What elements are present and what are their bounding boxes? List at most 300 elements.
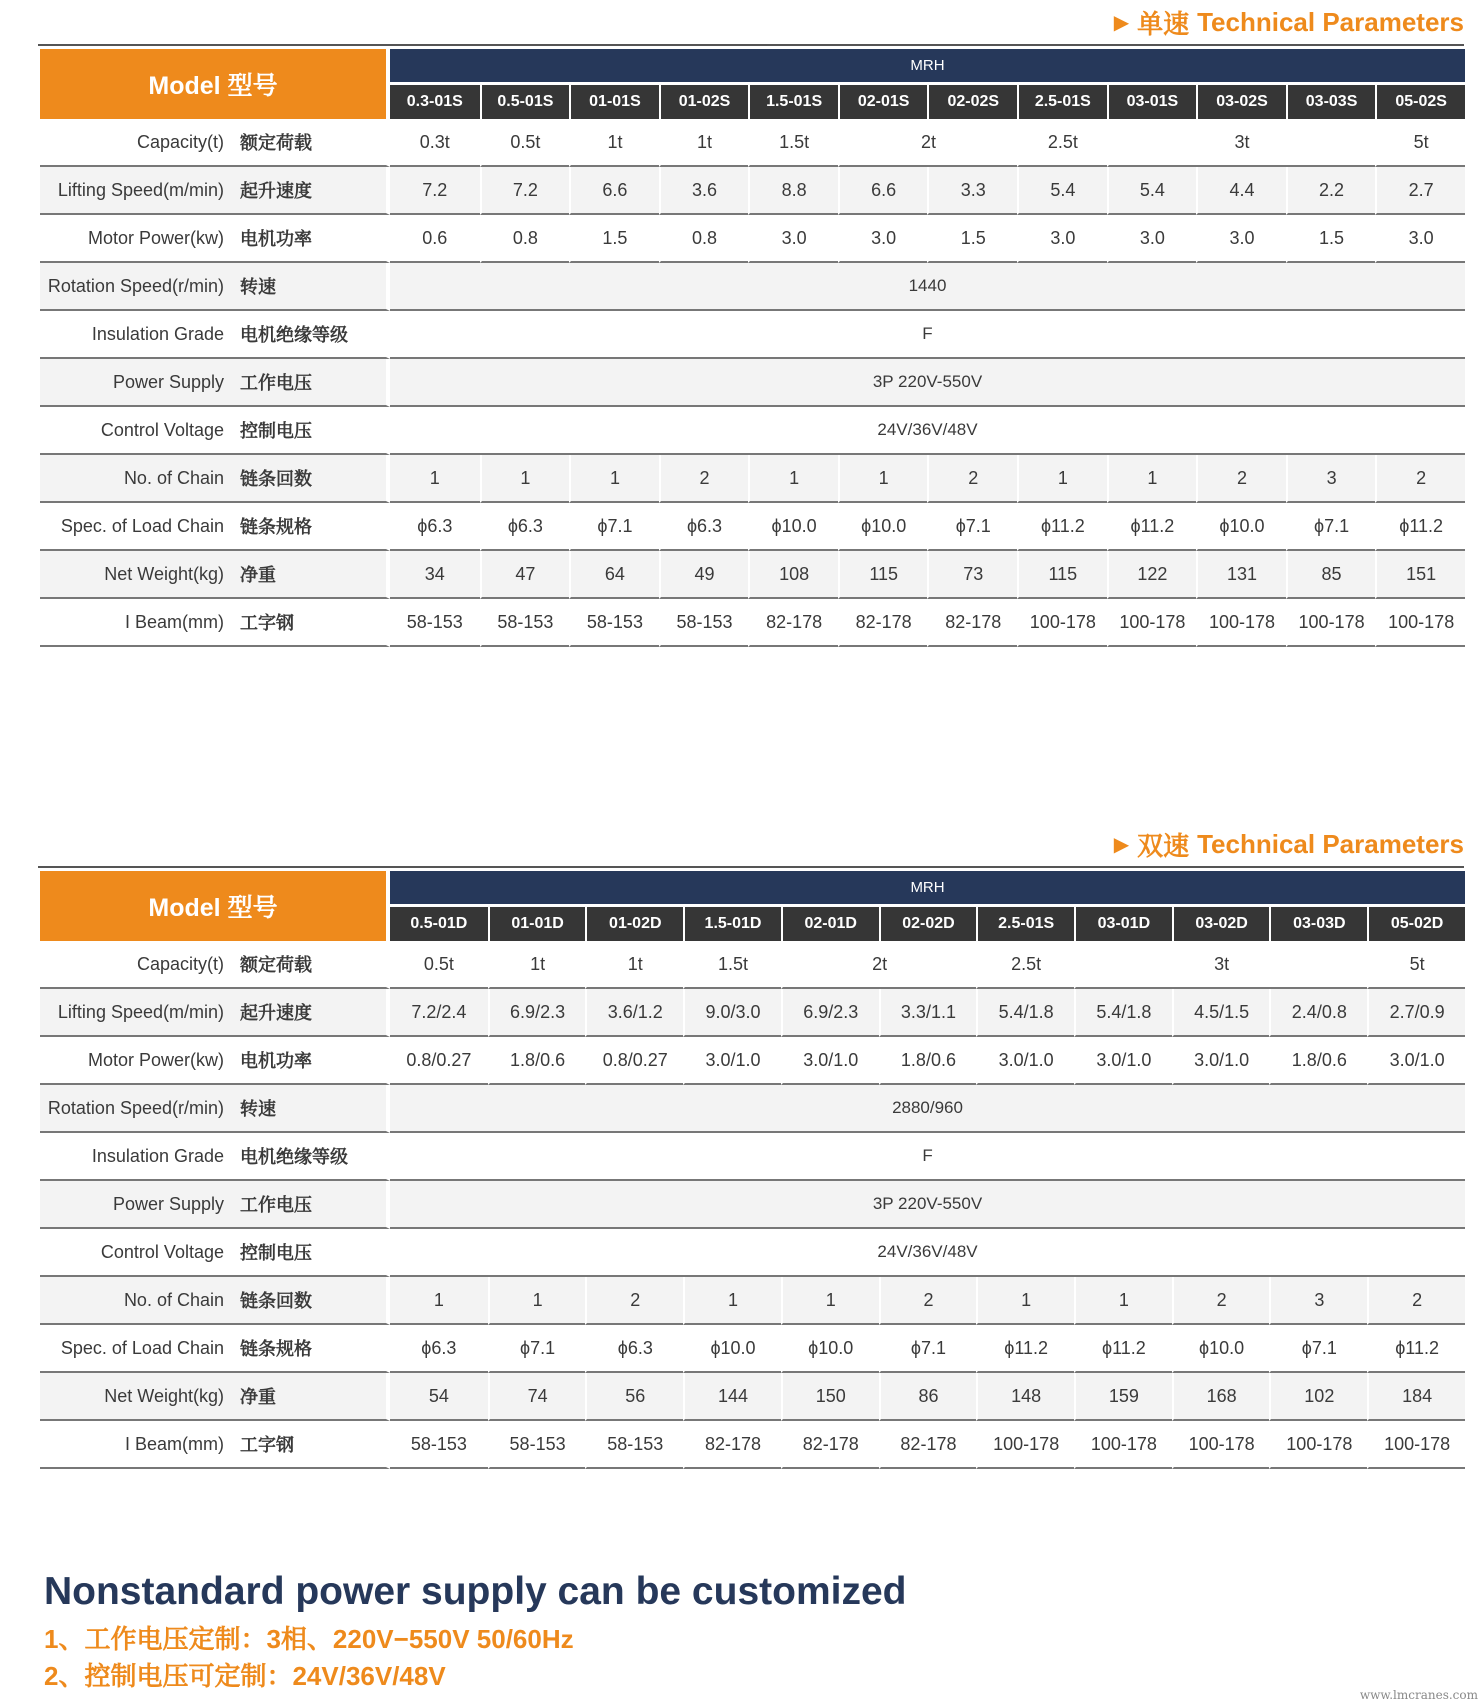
row-label-cn: 工字钢 bbox=[240, 613, 294, 633]
row-label bbox=[40, 1085, 390, 1133]
table-cell: 1.5t bbox=[683, 941, 781, 989]
table-cell: 151 bbox=[1375, 551, 1465, 599]
model-code: 01-02D bbox=[585, 907, 683, 941]
row-label-en: I Beam(mm) bbox=[125, 1433, 224, 1454]
row-label-cn: 链条规格 bbox=[240, 1339, 312, 1359]
row-label-en: Capacity(t) bbox=[136, 131, 224, 152]
table-cell: 1t bbox=[488, 941, 586, 989]
row-label-inner bbox=[40, 369, 386, 395]
table-cell: ϕ7.1 bbox=[1286, 503, 1376, 551]
row-label-cn: 控制电压 bbox=[240, 421, 312, 441]
table-cell: ϕ11.2 bbox=[1017, 503, 1107, 551]
footer-title: Nonstandard power supply can be customized bbox=[44, 1570, 907, 1613]
table-cell: 1 bbox=[683, 1277, 781, 1325]
table-cell: ϕ7.1 bbox=[879, 1325, 977, 1373]
table-cell: 6.9/2.3 bbox=[781, 989, 879, 1037]
row-label-cn: 工字钢 bbox=[240, 1435, 294, 1455]
model-code: 05-02D bbox=[1367, 907, 1465, 941]
row-label-cn: 工作电压 bbox=[240, 1195, 312, 1215]
table-cell: 100-178 bbox=[1367, 1421, 1465, 1469]
table-cell: 100-178 bbox=[1375, 599, 1465, 647]
table-cell: 7.2 bbox=[480, 167, 570, 215]
row-label bbox=[40, 407, 390, 455]
model-label: Model 型号 bbox=[40, 49, 390, 119]
row-label-inner bbox=[40, 1335, 386, 1361]
table-cell: 1.5t bbox=[748, 119, 838, 167]
table-cell: 3P 220V-550V bbox=[390, 359, 1465, 407]
table-cell: 100-178 bbox=[976, 1421, 1074, 1469]
row-label-cn: 链条回数 bbox=[240, 469, 312, 489]
table-cell: 64 bbox=[569, 551, 659, 599]
row-label-en: Spec. of Load Chain bbox=[60, 1337, 224, 1358]
row-power-supply bbox=[40, 1181, 1465, 1229]
row-label-cn: 额定荷载 bbox=[240, 955, 312, 975]
row-label-inner bbox=[40, 1143, 386, 1169]
model-code: 03-02D bbox=[1172, 907, 1270, 941]
table-cell: 58-153 bbox=[488, 1421, 586, 1469]
row-label bbox=[40, 263, 390, 311]
table-cell: ϕ10.0 bbox=[683, 1325, 781, 1373]
row-label bbox=[40, 1421, 390, 1469]
table-cell: 7.2/2.4 bbox=[390, 989, 488, 1037]
row-label-en: Insulation Grade bbox=[91, 1145, 224, 1166]
row-label-inner bbox=[40, 1191, 386, 1217]
section-title-dual-speed bbox=[1114, 826, 1464, 863]
table-cell: ϕ10.0 bbox=[1196, 503, 1286, 551]
table-cell: 2t bbox=[838, 119, 1017, 167]
table-cell: 2 bbox=[1375, 455, 1465, 503]
table-cell: F bbox=[390, 1133, 1465, 1181]
table-cell: 159 bbox=[1074, 1373, 1172, 1421]
row-label-inner bbox=[40, 465, 386, 491]
table-cell: 2 bbox=[659, 455, 749, 503]
row-label-inner bbox=[40, 1095, 386, 1121]
table-cell: 1t bbox=[659, 119, 749, 167]
row-label-inner bbox=[40, 321, 386, 347]
row-label-en: Control Voltage bbox=[100, 1241, 224, 1262]
row-rotation-speed bbox=[40, 263, 1465, 311]
table-cell: 1.5 bbox=[1286, 215, 1376, 263]
row-label-inner bbox=[40, 951, 386, 977]
row-label bbox=[40, 1229, 390, 1277]
table-cell: 5.4/1.8 bbox=[976, 989, 1074, 1037]
table-cell: 100-178 bbox=[1269, 1421, 1367, 1469]
model-code: 2.5-01S bbox=[976, 907, 1074, 941]
table-cell: ϕ11.2 bbox=[1074, 1325, 1172, 1373]
table-cell: 150 bbox=[781, 1373, 879, 1421]
row-label-cn: 起升速度 bbox=[240, 1003, 312, 1023]
model-code: 03-01D bbox=[1074, 907, 1172, 941]
table-cell: 82-178 bbox=[927, 599, 1017, 647]
table-cell: 3.3/1.1 bbox=[879, 989, 977, 1037]
row-label-inner bbox=[40, 225, 386, 251]
table-cell: 0.8/0.27 bbox=[585, 1037, 683, 1085]
row-label-cn: 控制电压 bbox=[240, 1243, 312, 1263]
row-lifting-speed bbox=[40, 167, 1465, 215]
table-cell: 3.0 bbox=[1107, 215, 1197, 263]
table-cell: 1t bbox=[585, 941, 683, 989]
row-label bbox=[40, 1373, 390, 1421]
table-cell: 1 bbox=[569, 455, 659, 503]
table-cell: 5.4 bbox=[1017, 167, 1107, 215]
table-cell: 102 bbox=[1269, 1373, 1367, 1421]
table-cell: 0.6 bbox=[390, 215, 480, 263]
table-cell: 47 bbox=[480, 551, 570, 599]
table-cell: 82-178 bbox=[748, 599, 838, 647]
table-cell: ϕ10.0 bbox=[1172, 1325, 1270, 1373]
table-cell: 6.6 bbox=[838, 167, 928, 215]
table-cell: 100-178 bbox=[1196, 599, 1286, 647]
table-cell: 58-153 bbox=[585, 1421, 683, 1469]
row-label-en: Lifting Speed(m/min) bbox=[57, 179, 224, 200]
table-cell: 86 bbox=[879, 1373, 977, 1421]
footer-line-1: 1、工作电压定制：3相、220V−550V 50/60Hz bbox=[44, 1624, 574, 1654]
table-cell: 122 bbox=[1107, 551, 1197, 599]
spec-table-single-speed bbox=[40, 49, 1465, 647]
table-cell: 5t bbox=[1367, 941, 1465, 989]
footer-line-2: 2、控制电压可定制：24V/36V/48V bbox=[44, 1661, 446, 1691]
row-control-voltage bbox=[40, 1229, 1465, 1277]
model-code: 03-03S bbox=[1286, 85, 1376, 119]
row-label-inner bbox=[40, 999, 386, 1025]
table-cell: 3.6 bbox=[659, 167, 749, 215]
row-label bbox=[40, 1325, 390, 1373]
table-cell: 1.5 bbox=[569, 215, 659, 263]
section-title-cn: 单速 bbox=[1137, 9, 1190, 39]
table-cell: 2 bbox=[879, 1277, 977, 1325]
row-label-en: Lifting Speed(m/min) bbox=[57, 1001, 224, 1022]
table-cell: 3.0/1.0 bbox=[683, 1037, 781, 1085]
row-label bbox=[40, 455, 390, 503]
table-cell: 3 bbox=[1269, 1277, 1367, 1325]
row-label-inner bbox=[40, 177, 386, 203]
row-label bbox=[40, 941, 390, 989]
row-label bbox=[40, 119, 390, 167]
table-cell: 3.0/1.0 bbox=[976, 1037, 1074, 1085]
table-cell: 82-178 bbox=[683, 1421, 781, 1469]
table-cell: 3.0 bbox=[748, 215, 838, 263]
table-cell: 2 bbox=[1196, 455, 1286, 503]
model-code: 02-02D bbox=[879, 907, 977, 941]
row-label bbox=[40, 1277, 390, 1325]
row-label-cn: 电机功率 bbox=[240, 1051, 312, 1071]
row-label-inner bbox=[40, 561, 386, 587]
section-title-single-speed bbox=[1114, 4, 1464, 41]
row-label-en: Motor Power(kw) bbox=[87, 1049, 224, 1070]
section-title-cn: 双速 bbox=[1137, 831, 1190, 861]
table-cell: ϕ7.1 bbox=[488, 1325, 586, 1373]
table-cell: 100-178 bbox=[1107, 599, 1197, 647]
table-cell: 0.3t bbox=[390, 119, 480, 167]
row-label-cn: 链条规格 bbox=[240, 517, 312, 537]
row-label bbox=[40, 359, 390, 407]
table-cell: 100-178 bbox=[1074, 1421, 1172, 1469]
table-cell: 144 bbox=[683, 1373, 781, 1421]
row-label-inner bbox=[40, 609, 386, 635]
row-chain-count bbox=[40, 455, 1465, 503]
table-cell: 2.7 bbox=[1375, 167, 1465, 215]
table-cell: 1 bbox=[838, 455, 928, 503]
row-label bbox=[40, 989, 390, 1037]
table-cell: ϕ7.1 bbox=[1269, 1325, 1367, 1373]
table-cell: 82-178 bbox=[781, 1421, 879, 1469]
row-chain-spec bbox=[40, 1325, 1465, 1373]
row-label-en: Power Supply bbox=[112, 1193, 224, 1214]
row-i-beam bbox=[40, 1421, 1465, 1469]
table-cell: 1.5 bbox=[927, 215, 1017, 263]
row-capacity bbox=[40, 941, 1465, 989]
table-cell: 1 bbox=[1107, 455, 1197, 503]
table-cell: 184 bbox=[1367, 1373, 1465, 1421]
model-code: 05-02S bbox=[1375, 85, 1465, 119]
table-cell: 1 bbox=[748, 455, 838, 503]
table-cell: 6.6 bbox=[569, 167, 659, 215]
table-cell: 82-178 bbox=[838, 599, 928, 647]
model-code: 1.5-01D bbox=[683, 907, 781, 941]
table-cell: 3.0 bbox=[1196, 215, 1286, 263]
row-label-en: Net Weight(kg) bbox=[104, 563, 224, 584]
row-label-inner bbox=[40, 273, 386, 299]
table-cell: 0.8 bbox=[480, 215, 570, 263]
row-label-cn: 净重 bbox=[240, 1387, 276, 1407]
table-cell: 2 bbox=[927, 455, 1017, 503]
row-label-inner bbox=[40, 1431, 386, 1457]
table-cell: 1 bbox=[390, 455, 480, 503]
row-label-en: Spec. of Load Chain bbox=[60, 515, 224, 536]
table-cell: 1t bbox=[569, 119, 659, 167]
model-code: 02-02S bbox=[927, 85, 1017, 119]
table-cell: 1 bbox=[488, 1277, 586, 1325]
series-name: MRH bbox=[390, 871, 1465, 907]
table-cell: F bbox=[390, 311, 1465, 359]
table-cell: 1.8/0.6 bbox=[1269, 1037, 1367, 1085]
table-cell: 2 bbox=[1172, 1277, 1270, 1325]
table-cell: 73 bbox=[927, 551, 1017, 599]
table-cell: 9.0/3.0 bbox=[683, 989, 781, 1037]
table-cell: 3.0 bbox=[1017, 215, 1107, 263]
row-label-en: Control Voltage bbox=[100, 419, 224, 440]
table-cell: ϕ10.0 bbox=[748, 503, 838, 551]
row-capacity bbox=[40, 119, 1465, 167]
series-name: MRH bbox=[390, 49, 1465, 85]
row-label bbox=[40, 215, 390, 263]
row-i-beam bbox=[40, 599, 1465, 647]
table-cell: 24V/36V/48V bbox=[390, 407, 1465, 455]
table-cell: ϕ7.1 bbox=[927, 503, 1017, 551]
row-label-en: No. of Chain bbox=[123, 1289, 224, 1310]
section-title-en: Technical Parameters bbox=[1197, 829, 1464, 859]
table-cell: ϕ6.3 bbox=[480, 503, 570, 551]
table-cell: 2.5t bbox=[976, 941, 1074, 989]
row-label-en: Rotation Speed(r/min) bbox=[47, 275, 224, 296]
row-control-voltage bbox=[40, 407, 1465, 455]
table-cell: 58-153 bbox=[390, 599, 480, 647]
row-label bbox=[40, 1181, 390, 1229]
table-cell: ϕ11.2 bbox=[1107, 503, 1197, 551]
table-cell: 5.4/1.8 bbox=[1074, 989, 1172, 1037]
row-label bbox=[40, 551, 390, 599]
table-cell: 2.4/0.8 bbox=[1269, 989, 1367, 1037]
row-chain-count bbox=[40, 1277, 1465, 1325]
table-cell: 2t bbox=[781, 941, 976, 989]
row-lifting-speed bbox=[40, 989, 1465, 1037]
row-insulation bbox=[40, 311, 1465, 359]
row-label-cn: 转速 bbox=[240, 277, 276, 297]
model-code: 02-01S bbox=[838, 85, 928, 119]
table-cell: 115 bbox=[1017, 551, 1107, 599]
model-code: 01-01S bbox=[569, 85, 659, 119]
row-label-cn: 转速 bbox=[240, 1099, 276, 1119]
row-label-en: Insulation Grade bbox=[91, 323, 224, 344]
table-cell: 100-178 bbox=[1017, 599, 1107, 647]
table-cell: 2880/960 bbox=[390, 1085, 1465, 1133]
table-cell: 131 bbox=[1196, 551, 1286, 599]
row-label-cn: 额定荷载 bbox=[240, 133, 312, 153]
table-cell: 5t bbox=[1375, 119, 1465, 167]
table-cell: ϕ10.0 bbox=[838, 503, 928, 551]
row-label-inner bbox=[40, 513, 386, 539]
row-net-weight bbox=[40, 1373, 1465, 1421]
table-cell: 3.0/1.0 bbox=[1172, 1037, 1270, 1085]
row-label-cn: 电机绝缘等级 bbox=[240, 1147, 348, 1167]
table-cell: 168 bbox=[1172, 1373, 1270, 1421]
table-cell: 58-153 bbox=[480, 599, 570, 647]
table-cell: 6.9/2.3 bbox=[488, 989, 586, 1037]
row-label-cn: 起升速度 bbox=[240, 181, 312, 201]
row-label-cn: 电机绝缘等级 bbox=[240, 325, 348, 345]
table-cell: ϕ6.3 bbox=[390, 1325, 488, 1373]
table-cell: 54 bbox=[390, 1373, 488, 1421]
table-cell: 1 bbox=[781, 1277, 879, 1325]
table-cell: 3.6/1.2 bbox=[585, 989, 683, 1037]
model-code: 03-02S bbox=[1196, 85, 1286, 119]
model-code: 1.5-01S bbox=[748, 85, 838, 119]
table-cell: 5.4 bbox=[1107, 167, 1197, 215]
row-label-inner bbox=[40, 1239, 386, 1265]
model-code: 2.5-01S bbox=[1017, 85, 1107, 119]
row-label-en: I Beam(mm) bbox=[125, 611, 224, 632]
row-label-en: Power Supply bbox=[112, 371, 224, 392]
table-cell: ϕ6.3 bbox=[585, 1325, 683, 1373]
row-label-en: Net Weight(kg) bbox=[104, 1385, 224, 1406]
table-cell: ϕ11.2 bbox=[1375, 503, 1465, 551]
row-label-inner bbox=[40, 1047, 386, 1073]
row-label-inner bbox=[40, 129, 386, 155]
row-label-cn: 工作电压 bbox=[240, 373, 312, 393]
table-cell: 24V/36V/48V bbox=[390, 1229, 1465, 1277]
row-label bbox=[40, 311, 390, 359]
model-code: 02-01D bbox=[781, 907, 879, 941]
table-cell: 58-153 bbox=[569, 599, 659, 647]
row-label-en: No. of Chain bbox=[123, 467, 224, 488]
model-label: Model 型号 bbox=[40, 871, 390, 941]
model-code: 03-03D bbox=[1269, 907, 1367, 941]
spec-table-dual-speed bbox=[40, 871, 1465, 1469]
table-cell: 4.4 bbox=[1196, 167, 1286, 215]
table-cell: 108 bbox=[748, 551, 838, 599]
table-cell: 148 bbox=[976, 1373, 1074, 1421]
table-cell: 82-178 bbox=[879, 1421, 977, 1469]
model-code: 01-01D bbox=[488, 907, 586, 941]
table-cell: 1 bbox=[1074, 1277, 1172, 1325]
section-title-en: Technical Parameters bbox=[1197, 7, 1464, 37]
table-cell: 1 bbox=[976, 1277, 1074, 1325]
divider bbox=[38, 44, 1464, 46]
table-cell: 58-153 bbox=[659, 599, 749, 647]
table-cell: 3 bbox=[1286, 455, 1376, 503]
table-cell: 0.5t bbox=[390, 941, 488, 989]
row-label-en: Motor Power(kw) bbox=[87, 227, 224, 248]
table-cell: ϕ6.3 bbox=[659, 503, 749, 551]
row-label bbox=[40, 1133, 390, 1181]
table-cell: 1.8/0.6 bbox=[488, 1037, 586, 1085]
table-cell: 0.8/0.27 bbox=[390, 1037, 488, 1085]
row-insulation bbox=[40, 1133, 1465, 1181]
table-cell: 2.2 bbox=[1286, 167, 1376, 215]
table-cell: ϕ6.3 bbox=[390, 503, 480, 551]
row-label-cn: 链条回数 bbox=[240, 1291, 312, 1311]
table-cell: 3.0/1.0 bbox=[781, 1037, 879, 1085]
row-motor-power bbox=[40, 1037, 1465, 1085]
model-code: 0.3-01S bbox=[390, 85, 480, 119]
row-label bbox=[40, 503, 390, 551]
table-cell: 74 bbox=[488, 1373, 586, 1421]
table-cell: 3.0/1.0 bbox=[1367, 1037, 1465, 1085]
table-cell: ϕ7.1 bbox=[569, 503, 659, 551]
row-motor-power bbox=[40, 215, 1465, 263]
table-cell: 56 bbox=[585, 1373, 683, 1421]
watermark: www.lmcranes.com bbox=[1359, 1688, 1478, 1702]
row-label-en: Rotation Speed(r/min) bbox=[47, 1097, 224, 1118]
row-label bbox=[40, 1037, 390, 1085]
table-cell: 0.5t bbox=[480, 119, 570, 167]
row-label-inner bbox=[40, 417, 386, 443]
table-cell: 2.5t bbox=[1017, 119, 1107, 167]
row-label-cn: 净重 bbox=[240, 565, 276, 585]
table-cell: 3P 220V-550V bbox=[390, 1181, 1465, 1229]
table-cell: 1 bbox=[1017, 455, 1107, 503]
row-label-en: Capacity(t) bbox=[136, 953, 224, 974]
table-cell: 85 bbox=[1286, 551, 1376, 599]
model-code: 03-01S bbox=[1107, 85, 1197, 119]
row-label-cn: 电机功率 bbox=[240, 229, 312, 249]
triangle-icon: ▶ bbox=[1113, 12, 1130, 34]
table-cell: 2.7/0.9 bbox=[1367, 989, 1465, 1037]
triangle-icon: ▶ bbox=[1113, 834, 1130, 856]
table-cell: ϕ11.2 bbox=[1367, 1325, 1465, 1373]
table-cell: 7.2 bbox=[390, 167, 480, 215]
row-label-inner bbox=[40, 1383, 386, 1409]
table-cell: 115 bbox=[838, 551, 928, 599]
table-cell: 1.8/0.6 bbox=[879, 1037, 977, 1085]
divider bbox=[38, 866, 1464, 868]
table-cell: 2 bbox=[1367, 1277, 1465, 1325]
table-cell: 3t bbox=[1107, 119, 1376, 167]
row-label bbox=[40, 167, 390, 215]
table-cell: ϕ10.0 bbox=[781, 1325, 879, 1373]
table-cell: 0.8 bbox=[659, 215, 749, 263]
table-cell: 3t bbox=[1074, 941, 1367, 989]
table-cell: 1 bbox=[480, 455, 570, 503]
table-cell: 8.8 bbox=[748, 167, 838, 215]
table-cell: 3.0 bbox=[838, 215, 928, 263]
model-code: 01-02S bbox=[659, 85, 749, 119]
table-cell: 58-153 bbox=[390, 1421, 488, 1469]
table-cell: ϕ11.2 bbox=[976, 1325, 1074, 1373]
row-label-inner bbox=[40, 1287, 386, 1313]
table-cell: 49 bbox=[659, 551, 749, 599]
table-cell: 100-178 bbox=[1172, 1421, 1270, 1469]
